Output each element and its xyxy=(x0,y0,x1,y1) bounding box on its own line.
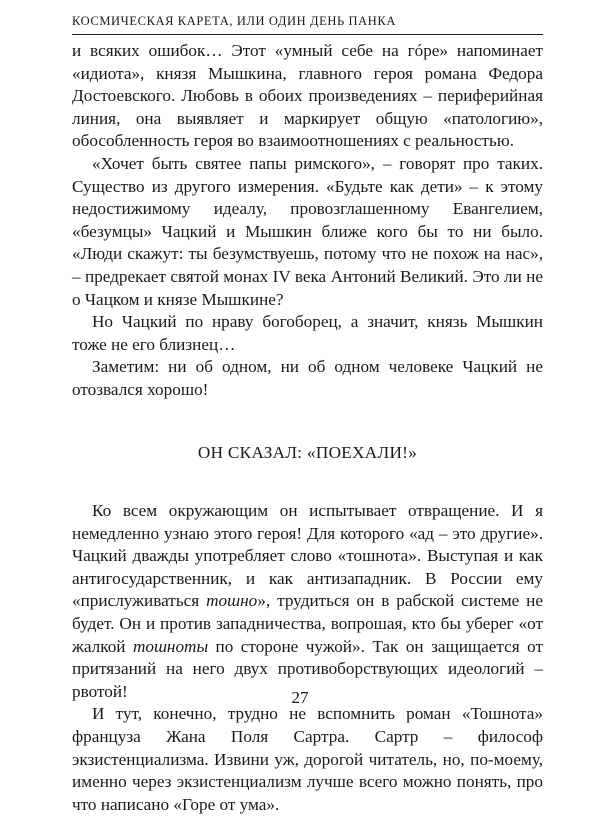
paragraph: Заметим: ни об одном, ни об одном человеке Чацкий не отозвался хорошо! xyxy=(72,357,543,399)
chapter-title: ОН СКАЗАЛ: «ПОЕХАЛИ!» xyxy=(197,442,418,462)
paragraph: Но Чацкий по нраву богоборец, а значит, князь Мышкин тоже не его близнец… xyxy=(72,312,543,354)
text-run: Ко всем окружающим он испытывает отвращение. И я немедленно узнаю этого героя! Для которого «ад – это другие». Чацкий дважды употребляет слово «тошнота». Выступая и как антигосударственник, и как антизападник. В России ему «прислуживаться xyxy=(72,501,543,611)
text-run: по стороне чужой». Так он защищается от притязаний на него двух противоборствующих идеологий – рвотой! xyxy=(72,636,543,701)
italic-word: тошноты xyxy=(132,636,209,656)
running-head: КОСМИЧЕСКАЯ КАРЕТА, ИЛИ ОДИН ДЕНЬ ПАНКА xyxy=(72,14,396,28)
paragraph xyxy=(72,500,543,703)
paragraph: И тут, конечно, трудно не вспомнить роман «Тошнота» француза Жана Поля Сартра. Сартр – философ экзистенциализма. Извини уж, дорогой читатель, но, по-моему, именно через экзистенциализм лучше всего можно понять, про что написано «Горе от ума». xyxy=(72,704,543,814)
text-run: », трудиться он в рабской системе не будет. Он и против западничества, вопрошая, кто бы уберег «от жалкой xyxy=(72,591,543,656)
page-number: 27 xyxy=(291,688,309,707)
italic-word: тошно xyxy=(206,591,258,611)
paragraph: «Хочет быть святее папы римского», – говорят про таких. Существо из другого измерения. «Будьте как дети» – к этому недостижимому идеалу, провозглашенному Евангелием, «безумцы» Чацкий и Мышкин ближе кого бы то ни было. «Люди скажут: ты безумствуешь, потому что не похож на нас», – предрекает святой монах IV века Антоний Великий. Это ли не о Чацком и князе Мышкине? xyxy=(72,153,543,309)
header-rule xyxy=(72,34,543,35)
paragraph: и всяких ошибок… Этот «умный себе на гóре» напоминает «идиота», князя Мышкина, главного героя романа Федора Достоевского. Любовь в обоих произведениях – периферийная линия, она выявляет и маркирует общую «патологию», обособленность героя во взаимоотношениях с реальностью. xyxy=(72,41,543,151)
